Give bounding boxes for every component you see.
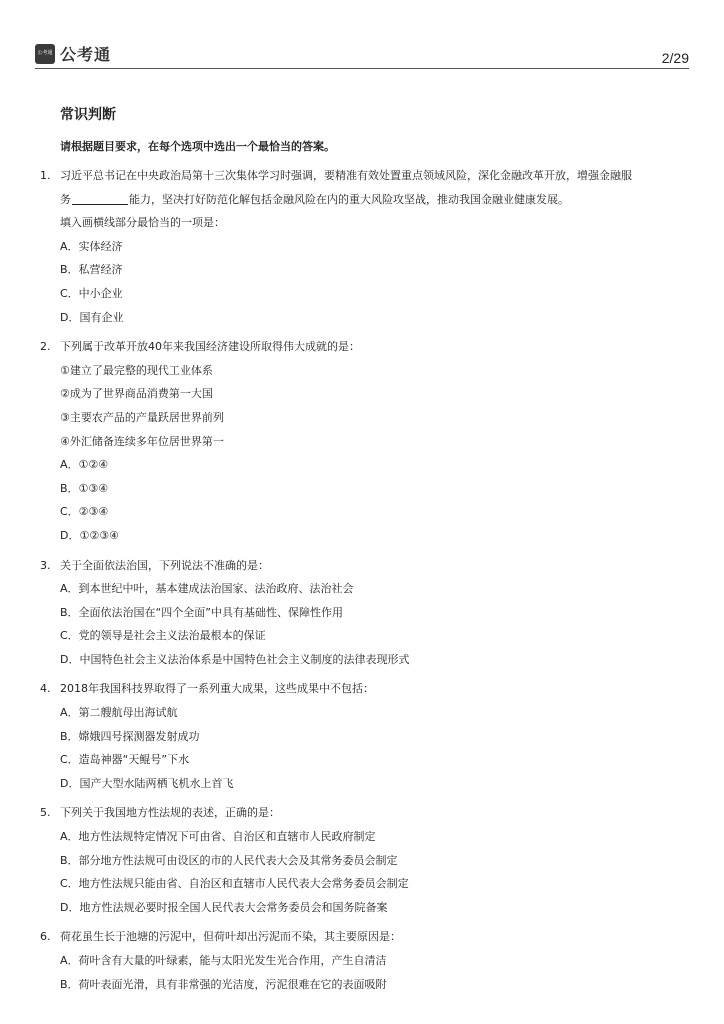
option-d: D．中国特色社会主义法治体系是中国特色社会主义制度的法律表现形式 [60,652,410,666]
question-stem: 下列关于我国地方性法规的表述，正确的是： [60,806,280,820]
option-c: C．②③④ [60,505,109,519]
option-c: C．造岛神器“天鲲号”下水 [60,753,190,767]
question-6 [40,925,690,996]
logo [35,42,111,65]
option-b: B．①③④ [60,481,109,495]
page-number: 2/29 [661,50,689,66]
option-a: A．到本世纪中叶，基本建成法治国家、法治政府、法治社会 [60,582,354,596]
question-5 [40,801,690,919]
question-number: 4. [40,682,51,696]
question-stem: 2018年我国科技界取得了一系列重大成果，这些成果中不包括： [60,682,374,696]
question-stem: 荷花虽生长于池塘的污泥中，但荷叶却出污泥而不染，其主要原因是： [60,930,401,944]
question-number: 3. [40,558,51,572]
option-a: A．第二艘航母出海试航 [60,706,178,720]
logo-badge-icon: 公考通 [35,44,55,64]
question-number: 2. [40,340,51,354]
option-c: C．中小企业 [60,286,123,300]
question-stem: 下列属于改革开放40年来我国经济建设所取得伟大成就的是： [60,340,360,354]
fill-in-blank [72,193,128,205]
question-4 [40,677,690,795]
option-d: D．地方性法规必要时报全国人民代表大会常务委员会和国务院备案 [60,900,388,914]
question-stem: 习近平总书记在中央政治局第十三次集体学习时强调，要精准有效处置重点领域风险，深化金融改革开放，增强金融服 [60,169,632,182]
question-number: 1. [40,169,51,182]
option-c: C．地方性法规只能由省、自治区和直辖市人民代表大会常务委员会制定 [60,877,409,891]
option-b: B．嫦娥四号探测器发射成功 [60,729,200,743]
option-a: A．地方性法规特定情况下可由省、自治区和直辖市人民政府制定 [60,830,376,844]
statement-1: ①建立了最完整的现代工业体系 [60,363,213,377]
option-a: A．①②④ [60,458,109,472]
section-title: 常识判断 [60,107,116,123]
question-number: 5. [40,806,51,820]
statement-2: ②成为了世界商品消费第一大国 [60,387,213,401]
logo-text: 公考通 [60,45,112,64]
statement-3: ③主要农产品的产量跃居世界前列 [60,410,224,424]
document-body [40,104,690,996]
option-d: D．①②③④ [60,528,119,542]
question-1 [40,164,690,329]
option-d: D．国有企业 [60,310,124,324]
stem-text: 能力，坚决打好防范化解包括金融风险在内的重大风险攻坚战，推动我国金融业健康发展。 [129,192,569,206]
question-2 [40,335,690,547]
option-a: A．荷叶含有大量的叶绿素，能与太阳光发生光合作用，产生自清洁 [60,954,387,967]
statement-4: ④外汇储备连续多年位居世界第一 [60,434,224,448]
question-stem-continued [40,188,690,212]
question-number: 6. [40,930,51,944]
question-3 [40,554,690,672]
option-b: B．荷叶表面光滑，具有非常强的光洁度，污泥很难在它的表面吸附 [60,977,387,991]
option-d: D．国产大型水陆两栖飞机水上首飞 [60,776,234,790]
option-a: A．实体经济 [60,239,123,253]
option-b: B．部分地方性法规可由设区的市的人民代表大会及其常务委员会制定 [60,853,398,867]
question-prompt: 填入画横线部分最恰当的一项是： [60,216,225,230]
page-header [0,0,724,72]
question-stem: 关于全面依法治国，下列说法不准确的是： [60,558,269,572]
option-b: B．全面依法治国在“四个全面”中具有基础性、保障性作用 [60,605,343,619]
section-instruction: 请根据题目要求，在每个选项中选出一个最恰当的答案。 [60,140,335,153]
header-divider [35,68,689,69]
option-b: B．私营经济 [60,263,123,277]
stem-text: 务 [60,192,71,206]
option-c: C．党的领导是社会主义法治最根本的保证 [60,629,266,643]
